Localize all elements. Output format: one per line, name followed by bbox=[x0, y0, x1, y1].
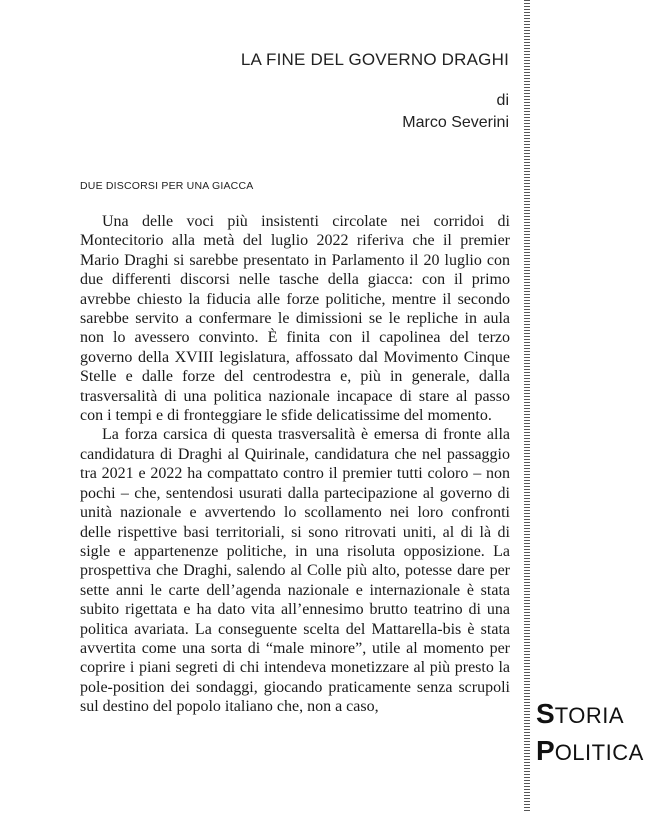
author-name: Marco Severini bbox=[402, 114, 509, 131]
brand-storia-rest: TORIA bbox=[554, 703, 625, 728]
article-title: LA FINE DEL GOVERNO DRAGHI bbox=[240, 50, 509, 69]
brand-politica-initial: P bbox=[536, 735, 555, 766]
brand-politica-rest: OLITICA bbox=[554, 740, 644, 765]
brand-politica bbox=[536, 736, 644, 768]
vertical-hatched-rule bbox=[524, 0, 530, 813]
brand-storia bbox=[536, 699, 624, 731]
paragraph-2: La forza carsica di questa trasversalità è emersa di fronte alla candidatura di Draghi al Quirinale, candidatura che nel passaggio tra 2021 e 2022 ha compattato contro il premier tutti coloro – non pochi – che, sentendosi usurati dalla partecipazione al governo di unità nazionale e avvertendo lo scollamento nei loro confronti delle rispettive basi territoriali, si sono ritrovati uniti, al di là di sigle e appartenenze politiche, in una risoluta opposizione. La prospettiva che Draghi, salendo al Colle più alto, potesse dare per sette anni le carte dell’agenda nazionale e internazionale è stata subito rigettata e ha dato vita all’ennesimo brutto teatrino di una politica avariata. La conseguente scelta del Mattarella-bis è stata avvertita come una sorta di “male minore”, utile al momento per coprire i piani segreti di chi intendeva monetizzare al più presto la pole-position dei sondaggi, giocando praticamente senza scrupoli sul destino del popolo italiano che, non a caso, bbox=[80, 426, 510, 716]
paragraph-1: Una delle voci più insistenti circolate nei corridoi di Montecitorio alla metà del luglio 2022 riferiva che il premier Mario Draghi si sarebbe presentato in Parlamento il 20 luglio con due differenti discorsi nelle tasche della giacca: con il primo avrebbe chiesto la fiducia alle forze politiche, mentre il secondo sarebbe servito a confermare le dimissioni se le repliche in aula non lo avessero convinto. È finita con il capolinea del terzo governo della XVIII legislatura, affossato dal Movimento Cinque Stelle e dalle forze del centrodestra e, più in generale, dalla trasversalità di una politica nazionale incapace di stare al passo con i tempi e di fronteggiare le sfide delicatissime del momento. bbox=[80, 213, 510, 425]
article-body bbox=[80, 212, 510, 717]
brand-storia-initial: S bbox=[536, 698, 555, 729]
section-heading: DUE DISCORSI PER UNA GIACCA bbox=[80, 180, 254, 192]
byline-di: di bbox=[496, 92, 509, 109]
